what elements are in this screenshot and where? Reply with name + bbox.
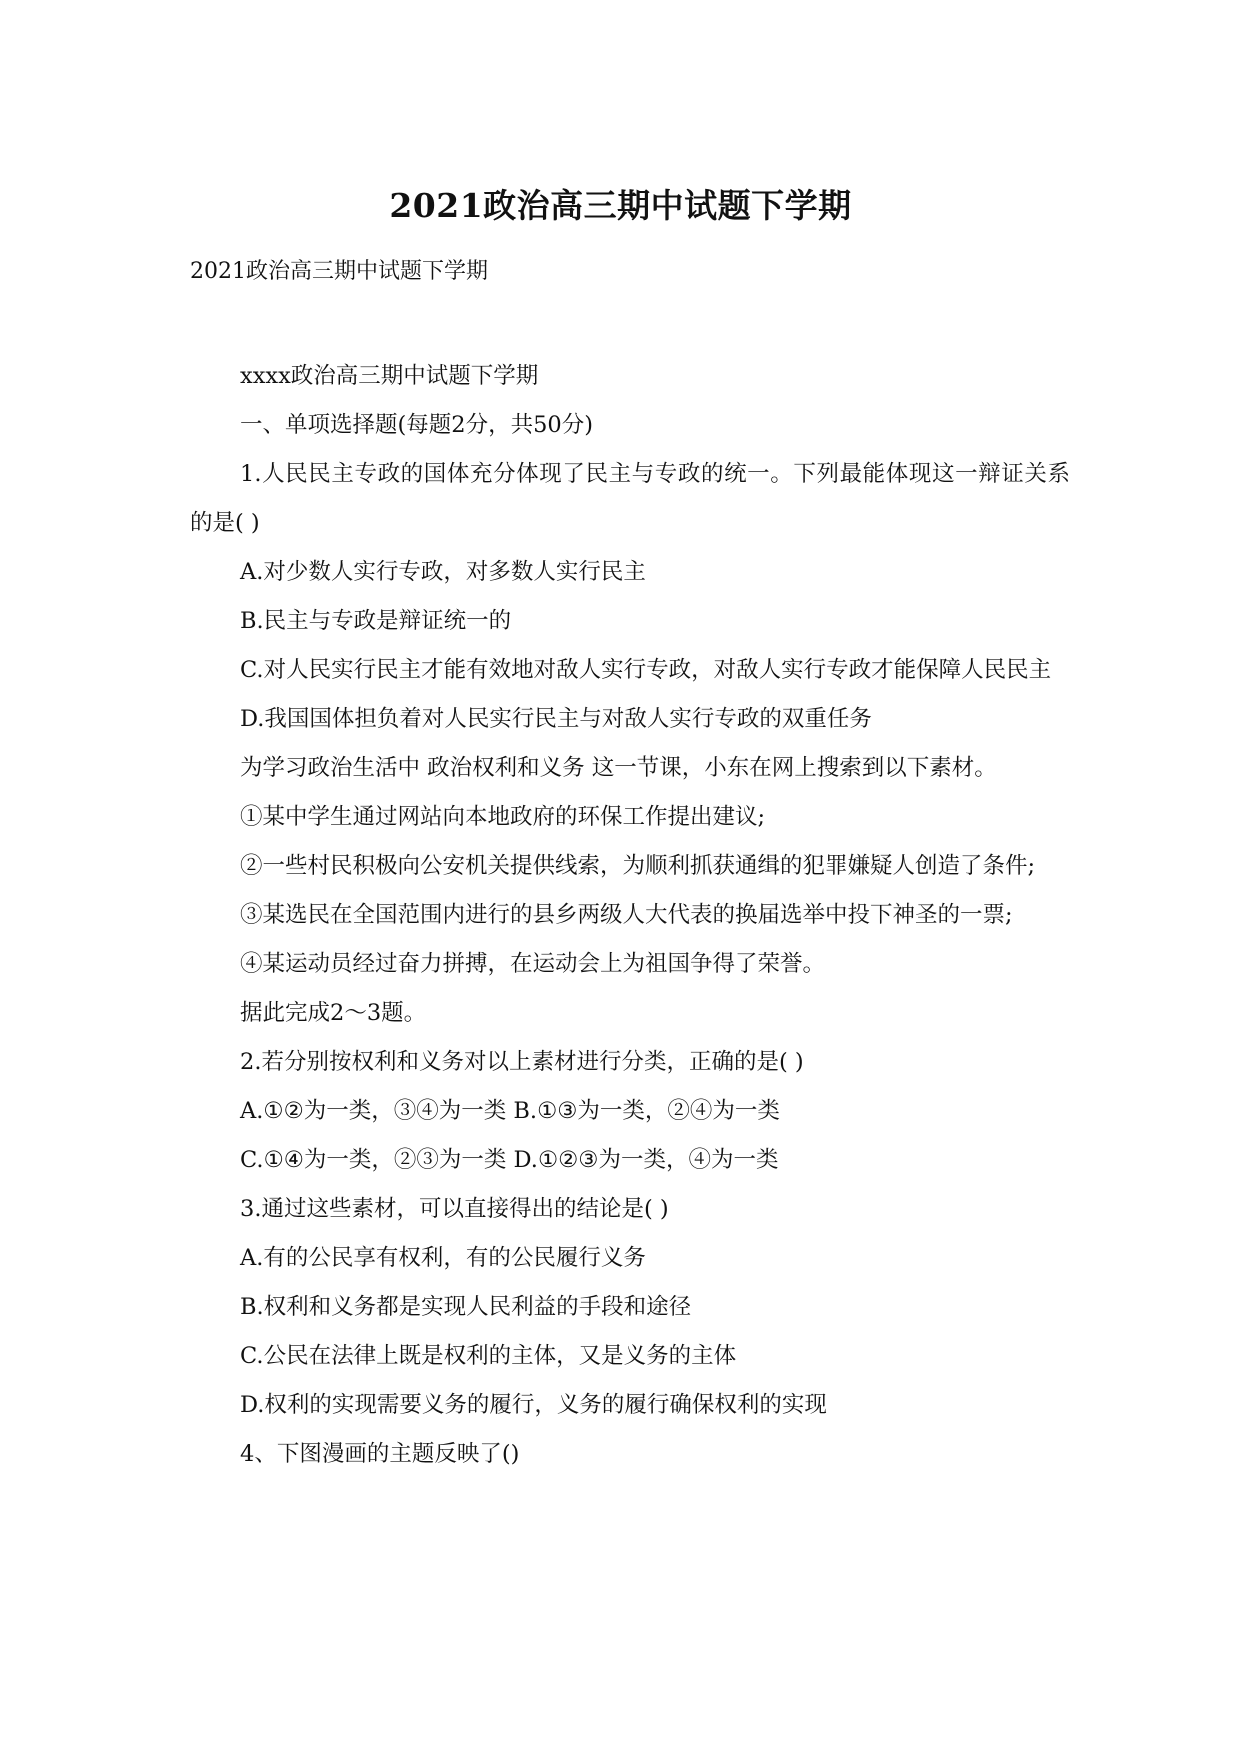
question-3-option-b: B.权利和义务都是实现人民利益的手段和途径 bbox=[240, 1294, 692, 1320]
question-1-option-b: B.民主与专政是辩证统一的 bbox=[240, 608, 512, 634]
question-1-option-c: C.对人民实行民主才能有效地对敌人实行专政，对敌人实行专政才能保障人民民主 bbox=[240, 657, 1052, 683]
material-item-4: ④某运动员经过奋力拼搏，在运动会上为祖国争得了荣誉。 bbox=[240, 951, 826, 977]
question-4: 4、下图漫画的主题反映了() bbox=[240, 1441, 520, 1467]
question-1: 1.人民民主专政的国体充分体现了民主与专政的统一。下列最能体现这一辩证关系的是( ) bbox=[190, 461, 1070, 536]
material-item-1: ①某中学生通过网站向本地政府的环保工作提出建议; bbox=[240, 804, 766, 830]
question-3-option-a: A.有的公民享有权利，有的公民履行义务 bbox=[240, 1245, 646, 1271]
question-2: 2.若分别按权利和义务对以上素材进行分类，正确的是( ) bbox=[240, 1049, 804, 1075]
question-3: 3.通过这些素材，可以直接得出的结论是( ) bbox=[240, 1196, 669, 1222]
material-item-2: ②一些村民积极向公安机关提供线索，为顺利抓获通缉的犯罪嫌疑人创造了条件; bbox=[240, 853, 1036, 879]
material-intro: 为学习政治生活中 政治权利和义务 这一节课，小东在网上搜索到以下素材。 bbox=[240, 755, 997, 781]
question-1-option-a: A.对少数人实行专政，对多数人实行民主 bbox=[240, 559, 646, 585]
material-item-3: ③某选民在全国范围内进行的县乡两级人大代表的换届选举中投下神圣的一票; bbox=[240, 902, 1013, 928]
question-2-options-ab: A.①②为一类，③④为一类 B.①③为一类，②④为一类 bbox=[240, 1098, 780, 1124]
question-1-option-d: D.我国国体担负着对人民实行民主与对敌人实行专政的双重任务 bbox=[240, 706, 872, 732]
question-3-option-d: D.权利的实现需要义务的履行，义务的履行确保权利的实现 bbox=[240, 1392, 827, 1418]
question-range-note: 据此完成2～3题。 bbox=[240, 1000, 427, 1026]
question-2-options-cd: C.①④为一类，②③为一类 D.①②③为一类，④为一类 bbox=[240, 1147, 779, 1173]
document-body bbox=[190, 352, 1070, 1479]
document-title: 2021政治高三期中试题下学期 bbox=[389, 186, 852, 225]
paragraph-heading: xxxx政治高三期中试题下学期 bbox=[240, 363, 539, 389]
section-heading: 一、单项选择题(每题2分，共50分) bbox=[240, 412, 594, 438]
document-subtitle: 2021政治高三期中试题下学期 bbox=[190, 259, 488, 284]
question-3-option-c: C.公民在法律上既是权利的主体，又是义务的主体 bbox=[240, 1343, 737, 1369]
